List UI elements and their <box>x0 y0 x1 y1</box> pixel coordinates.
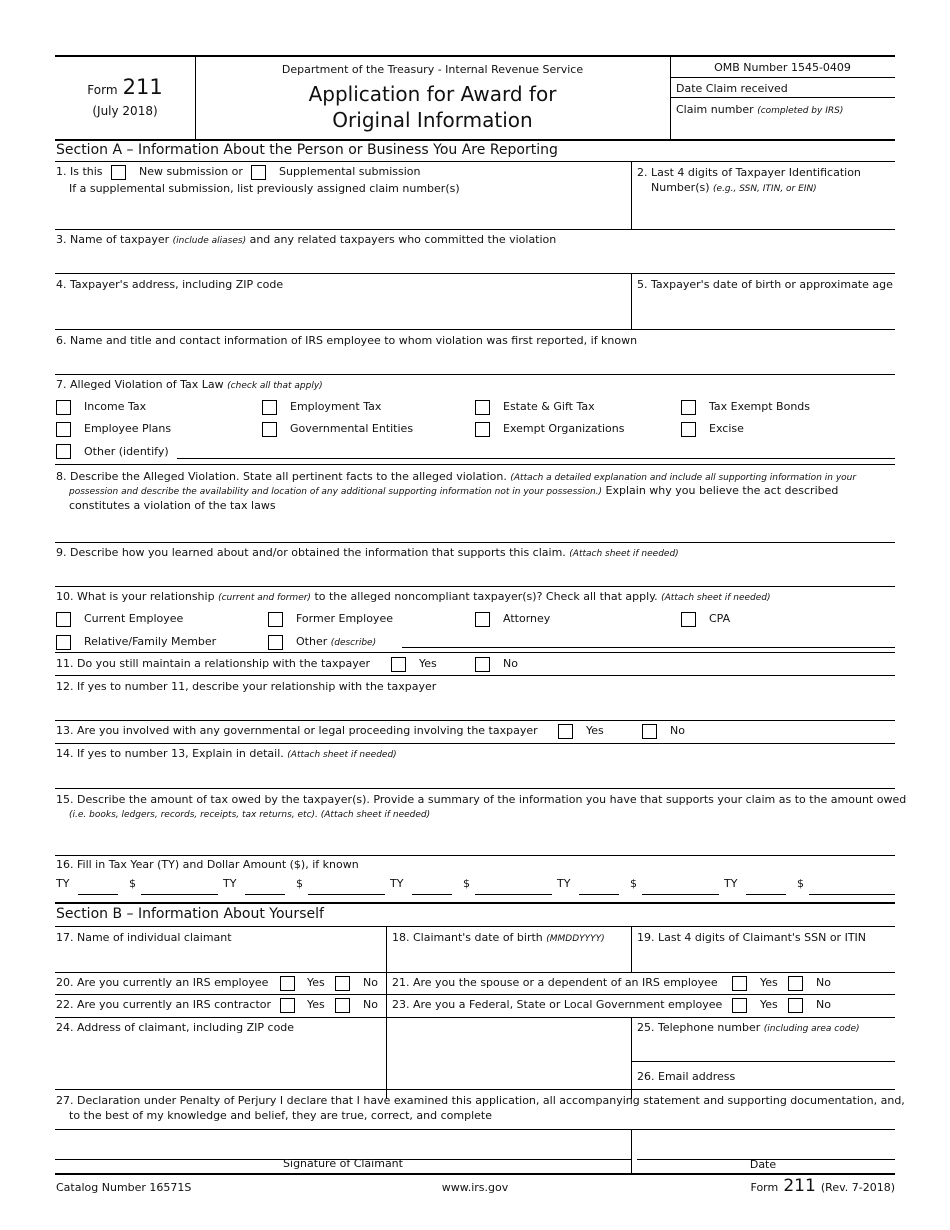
employment-tax-checkbox[interactable] <box>262 400 277 415</box>
q7-label <box>56 378 323 393</box>
other-relationship-label <box>296 635 376 650</box>
q13-yes-label: Yes <box>586 724 604 737</box>
attorney-checkbox[interactable] <box>475 612 490 627</box>
q8-note-1: (Attach a detailed explanation and include all supporting information in your <box>510 473 857 483</box>
q20-yes-label: Yes <box>307 976 325 989</box>
divider <box>631 926 632 972</box>
q20-label: 20. Are you currently an IRS employee <box>56 976 269 989</box>
rule <box>55 329 895 330</box>
q10-text: 10. What is your relationship <box>56 590 215 603</box>
employee-plans-checkbox[interactable] <box>56 422 71 437</box>
q16-label: 16. Fill in Tax Year (TY) and Dollar Amount ($), if known <box>56 858 359 871</box>
divider <box>670 77 895 78</box>
q20-no-label: No <box>363 976 378 989</box>
q8-text: 8. Describe the Alleged Violation. State all pertinent facts to the alleged violation. <box>56 470 507 483</box>
date-label: Date <box>749 1158 777 1171</box>
dollar-label: $ <box>463 877 470 890</box>
dollar-amount-1-field[interactable] <box>141 894 218 895</box>
footer-form-word: Form <box>750 1181 779 1194</box>
q9-label <box>56 546 679 561</box>
q2-label: 2. Last 4 digits of Taxpayer Identification <box>637 166 861 179</box>
divider <box>631 161 632 229</box>
q2-label-line2 <box>651 181 817 196</box>
omb-number: OMB Number 1545-0409 <box>714 61 851 74</box>
q22-no-checkbox[interactable] <box>335 998 350 1013</box>
q19-label: 19. Last 4 digits of Claimant's SSN or ITIN <box>637 931 867 944</box>
q10-rest: to the alleged noncompliant taxpayer(s)? Check all that apply. <box>314 590 658 603</box>
dollar-label: $ <box>630 877 637 890</box>
ty-label: TY <box>56 877 70 890</box>
income-tax-label: Income Tax <box>84 400 147 413</box>
excise-label: Excise <box>709 422 744 435</box>
relative-family-label: Relative/Family Member <box>84 635 217 648</box>
rule <box>55 652 895 653</box>
form-word: Form <box>87 83 118 97</box>
q24-label: 24. Address of claimant, including ZIP code <box>56 1021 295 1034</box>
catalog-number: Catalog Number 16571S <box>56 1181 192 1194</box>
excise-checkbox[interactable] <box>681 422 696 437</box>
q23-no-label: No <box>816 998 831 1011</box>
rule <box>55 229 895 230</box>
attorney-label: Attorney <box>503 612 551 625</box>
footer-rev: (Rev. 7-2018) <box>820 1181 895 1194</box>
bottom-rule <box>55 1173 895 1175</box>
dollar-amount-3-field[interactable] <box>475 894 552 895</box>
q25-text: 25. Telephone number <box>637 1021 761 1034</box>
q25-note: (including area code) <box>763 1024 860 1034</box>
former-employee-checkbox[interactable] <box>268 612 283 627</box>
tax-exempt-bonds-checkbox[interactable] <box>681 400 696 415</box>
estate-gift-tax-label: Estate & Gift Tax <box>503 400 595 413</box>
dollar-amount-4-field[interactable] <box>642 894 719 895</box>
rule <box>55 972 895 973</box>
form-title-line2: Original Information <box>332 108 533 132</box>
q23-yes-label: Yes <box>760 998 778 1011</box>
q3-text: 3. Name of taxpayer <box>56 233 170 246</box>
date-claim-received: Date Claim received <box>676 82 788 95</box>
tax-year-2-field[interactable] <box>245 894 285 895</box>
q13-label: 13. Are you involved with any governmental or legal proceeding involving the taxpayer <box>56 724 538 737</box>
rule <box>55 161 895 162</box>
claim-number-label: Claim number <box>676 103 754 116</box>
rule <box>55 926 895 927</box>
q7-text: 7. Alleged Violation of Tax Law <box>56 378 224 391</box>
q25-label <box>637 1021 860 1036</box>
section-b-heading: Section B – Information About Yourself <box>56 906 324 922</box>
rule <box>55 675 895 676</box>
q23-label: 23. Are you a Federal, State or Local Government employee <box>392 998 723 1011</box>
section-b-top-rule <box>55 902 895 904</box>
rule <box>55 464 895 465</box>
employment-tax-label: Employment Tax <box>290 400 382 413</box>
form-id <box>55 75 195 99</box>
other-relationship-checkbox[interactable] <box>268 635 283 650</box>
q15-note-line <box>69 807 430 822</box>
q21-yes-checkbox[interactable] <box>732 976 747 991</box>
dollar-amount-2-field[interactable] <box>308 894 385 895</box>
rule <box>55 374 895 375</box>
q1-label: 1. Is this <box>56 165 103 178</box>
tax-year-5-field[interactable] <box>746 894 786 895</box>
q8-note-2: possession and describe the availability and location of any additional supporting information not in your possession.) <box>69 487 603 497</box>
q22-yes-label: Yes <box>307 998 325 1011</box>
q23-no-checkbox[interactable] <box>788 998 803 1013</box>
q9-text: 9. Describe how you learned about and/or obtained the information that supports this claim. <box>56 546 566 559</box>
tax-exempt-bonds-label: Tax Exempt Bonds <box>709 400 811 413</box>
form-number: 211 <box>122 75 163 99</box>
other-violation-checkbox[interactable] <box>56 444 71 459</box>
q3-label <box>56 233 556 248</box>
governmental-entities-checkbox[interactable] <box>262 422 277 437</box>
former-employee-label: Former Employee <box>296 612 393 625</box>
rule <box>55 720 895 721</box>
q14-label <box>56 747 397 762</box>
q4-label: 4. Taxpayer's address, including ZIP code <box>56 278 284 291</box>
ty-label: TY <box>223 877 237 890</box>
ty-label: TY <box>724 877 738 890</box>
governmental-entities-label: Governmental Entities <box>290 422 414 435</box>
rule <box>55 994 895 995</box>
signature-field[interactable] <box>55 1129 631 1159</box>
claim-number <box>676 103 843 118</box>
q3-note: (include aliases) <box>172 236 247 246</box>
ty-label: TY <box>557 877 571 890</box>
q13-no-checkbox[interactable] <box>642 724 657 739</box>
q15-note: (i.e. books, ledgers, records, receipts, tax returns, etc). (Attach sheet if needed) <box>69 810 431 820</box>
q20-no-checkbox[interactable] <box>335 976 350 991</box>
q8-line1 <box>56 470 856 485</box>
q11-no-label: No <box>503 657 518 670</box>
dollar-label: $ <box>129 877 136 890</box>
other-violation-label: Other (identify) <box>84 445 169 458</box>
ty-label: TY <box>390 877 404 890</box>
q6-label: 6. Name and title and contact information of IRS employee to whom violation was first reported, if known <box>56 334 638 347</box>
q23-yes-checkbox[interactable] <box>732 998 747 1013</box>
cpa-checkbox[interactable] <box>681 612 696 627</box>
rule <box>55 542 895 543</box>
q18-text: 18. Claimant's date of birth <box>392 931 543 944</box>
q17-label: 17. Name of individual claimant <box>56 931 232 944</box>
rule <box>55 855 895 856</box>
q27-line2: to the best of my knowledge and belief, they are true, correct, and complete <box>69 1109 493 1122</box>
tax-year-3-field[interactable] <box>412 894 452 895</box>
relative-family-checkbox[interactable] <box>56 635 71 650</box>
q11-yes-checkbox[interactable] <box>391 657 406 672</box>
date-field[interactable] <box>631 1129 895 1159</box>
employee-plans-label: Employee Plans <box>84 422 172 435</box>
q10-note: (current and former) <box>218 593 311 603</box>
q21-yes-label: Yes <box>760 976 778 989</box>
exempt-organizations-checkbox[interactable] <box>475 422 490 437</box>
rule <box>55 586 895 587</box>
q10-label <box>56 590 771 605</box>
q12-label: 12. If yes to number 11, describe your relationship with the taxpayer <box>56 680 437 693</box>
divider <box>670 97 895 98</box>
other-relationship-text: Other <box>296 635 328 648</box>
q21-no-checkbox[interactable] <box>788 976 803 991</box>
dollar-label: $ <box>296 877 303 890</box>
q11-label: 11. Do you still maintain a relationship with the taxpayer <box>56 657 371 670</box>
q14-note: (Attach sheet if needed) <box>287 750 397 760</box>
current-employee-checkbox[interactable] <box>56 612 71 627</box>
footer-form-number: 211 <box>783 1176 816 1196</box>
dollar-label: $ <box>797 877 804 890</box>
q13-no-label: No <box>670 724 685 737</box>
q20-yes-checkbox[interactable] <box>280 976 295 991</box>
website: www.irs.gov <box>441 1181 509 1194</box>
q21-no-label: No <box>816 976 831 989</box>
rule <box>55 1089 895 1090</box>
q8-rest: Explain why you believe the act described <box>605 484 839 497</box>
q3-rest: and any related taxpayers who committed the violation <box>249 233 557 246</box>
new-submission-checkbox[interactable] <box>111 165 126 180</box>
other-relationship-field[interactable] <box>402 647 895 648</box>
rule <box>55 788 895 789</box>
section-a-heading: Section A – Information About the Person or Business You Are Reporting <box>56 142 558 158</box>
q22-no-label: No <box>363 998 378 1011</box>
form-title-line1: Application for Award for <box>308 82 557 106</box>
q11-yes-label: Yes <box>419 657 437 670</box>
divider <box>631 273 632 329</box>
estate-gift-tax-checkbox[interactable] <box>475 400 490 415</box>
new-submission-label: New submission or <box>139 165 243 178</box>
q7-note: (check all that apply) <box>227 381 323 391</box>
q15-label: 15. Describe the amount of tax owed by the taxpayer(s). Provide a summary of the information you have that supports your claim as to the amount owed <box>56 793 907 806</box>
divider <box>386 926 387 1099</box>
form-date: (July 2018) <box>92 104 158 118</box>
agency: Department of the Treasury - Internal Revenue Service <box>281 63 584 76</box>
q22-label: 22. Are you currently an IRS contractor <box>56 998 272 1011</box>
q27-line1: 27. Declaration under Penalty of Perjury I declare that I have examined this application, all accompanying statement and supporting documentation, and, <box>56 1094 905 1107</box>
q8-line2 <box>69 484 838 499</box>
q22-yes-checkbox[interactable] <box>280 998 295 1013</box>
q9-note: (Attach sheet if needed) <box>569 549 679 559</box>
current-employee-label: Current Employee <box>84 612 184 625</box>
supplemental-submission-label: Supplemental submission <box>279 165 421 178</box>
footer-form-id <box>751 1176 895 1196</box>
q11-no-checkbox[interactable] <box>475 657 490 672</box>
tax-year-4-field[interactable] <box>579 894 619 895</box>
q21-label: 21. Are you the spouse or a dependent of an IRS employee <box>392 976 718 989</box>
cpa-label: CPA <box>709 612 731 625</box>
rule <box>55 743 895 744</box>
rule <box>55 273 895 274</box>
divider <box>631 1017 632 1099</box>
q2-line2-text: Number(s) <box>651 181 710 194</box>
supplemental-submission-checkbox[interactable] <box>251 165 266 180</box>
top-rule <box>55 55 895 57</box>
q18-label <box>392 931 605 946</box>
claim-number-note: (completed by IRS) <box>757 106 844 116</box>
exempt-organizations-label: Exempt Organizations <box>503 422 625 435</box>
q8-line3: constitutes a violation of the tax laws <box>69 499 276 512</box>
other-violation-field[interactable] <box>177 458 895 459</box>
dollar-amount-5-field[interactable] <box>809 894 895 895</box>
tax-year-1-field[interactable] <box>78 894 118 895</box>
q5-label: 5. Taxpayer's date of birth or approximate age <box>637 278 893 291</box>
q1-supplemental-note: If a supplemental submission, list previously assigned claim number(s) <box>69 182 460 195</box>
signature-label: Signature of Claimant <box>283 1157 403 1170</box>
divider <box>631 1061 895 1062</box>
income-tax-checkbox[interactable] <box>56 400 71 415</box>
q10-note-2: (Attach sheet if needed) <box>661 593 771 603</box>
q14-text: 14. If yes to number 13, Explain in detail. <box>56 747 284 760</box>
q18-note: (MMDDYYYY) <box>546 934 605 944</box>
q26-label: 26. Email address <box>637 1070 736 1083</box>
other-relationship-note: (describe) <box>330 638 377 648</box>
q2-note: (e.g., SSN, ITIN, or EIN) <box>713 184 817 194</box>
q13-yes-checkbox[interactable] <box>558 724 573 739</box>
rule <box>55 1017 895 1018</box>
